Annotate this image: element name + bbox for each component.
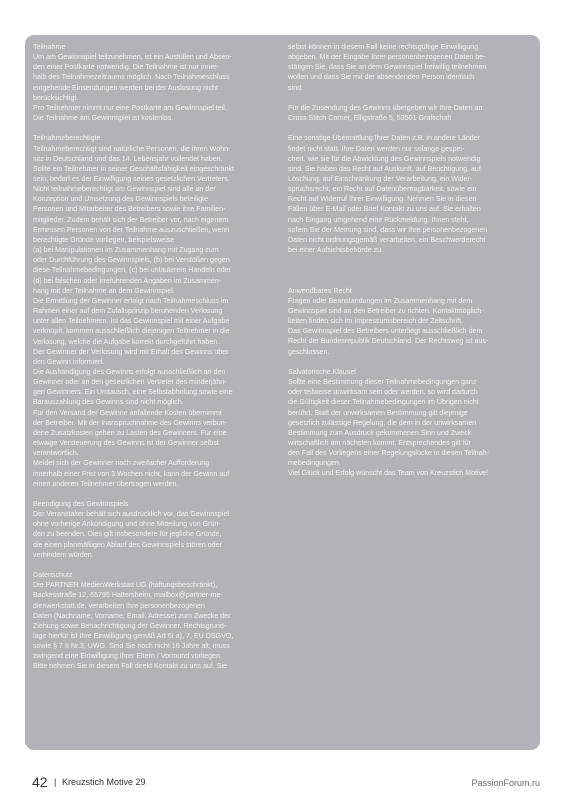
text-line: wirtschaftlich am nächsten kommt. Entsprechendes gilt für bbox=[288, 439, 471, 448]
text-line: findet nicht statt. Ihre Daten werden nur solange gespei- bbox=[288, 144, 465, 153]
text-line: Gewinnspiel sind an den Betreiber zu richten. Kontaktmöglich- bbox=[288, 307, 484, 315]
page-number: 42 bbox=[32, 774, 48, 790]
text-line: den Fall des Vorliegens einer Regelungslücke in diesen Teilnah- bbox=[288, 449, 489, 458]
text-line: etwaige Versteuerung des Gewinns ist der Gewinner selbst bbox=[33, 439, 219, 448]
text-line: Der Veranstalter behält sich ausdrücklich vor, das Gewinnspiel bbox=[33, 510, 229, 519]
text-line: den zu beenden. Dies gilt insbesondere für jegliche Gründe, bbox=[33, 530, 222, 539]
text-line: sitz in Deutschland und das 14. Lebensjahr vollendet haben. bbox=[33, 154, 223, 163]
text-block bbox=[288, 265, 535, 275]
text-line: Um am Gewinnspiel teilzunehmen, ist ein Ausfüllen und Absen- bbox=[33, 53, 232, 62]
text-line: Fällen über E-Mail oder Brief Kontakt zu uns auf. Sie erhalten bbox=[288, 205, 481, 214]
right-column bbox=[288, 42, 535, 489]
text-line: Für den Versand der Gewinne anfallende Kosten übernimmt bbox=[33, 408, 222, 417]
text-line: Konzeption und Umsetzung des Gewinnspiels beteiligte bbox=[33, 195, 209, 204]
text-line: innerhalb einer Frist von 3 Wochen nicht, kann der Gewinn auf bbox=[33, 469, 230, 478]
text-line: halb des Teilnahmezeitraums möglich. Nach Teilnahmeschluss bbox=[33, 73, 230, 82]
magazine-title: Kreuzstich Motive 29 bbox=[62, 777, 146, 787]
text-line: Bestimmung zum Ausdruck gekommenen Sinn und Zweck bbox=[288, 428, 472, 437]
block-first-line bbox=[288, 265, 535, 275]
text-line: chert, wie sie für die Abwicklung des Gewinnspiels notwendig bbox=[288, 154, 481, 163]
text-block bbox=[288, 286, 535, 357]
text-block bbox=[33, 42, 278, 123]
block-first-line: Eine sonstige Übermittlung Ihrer Daten z.B. in andere Länder bbox=[288, 134, 481, 143]
text-line: unter allen Teilnehmern. Ist das Gewinnspiel mit einer Aufgabe bbox=[33, 317, 230, 326]
text-line: abgeben. Mit der Eingabe Ihrer personenbezogenen Daten be- bbox=[288, 53, 486, 62]
text-line: Meldet sich der Gewinner nach zweifacher Aufforderung bbox=[33, 459, 210, 468]
text-line: zwingend eine Einwilligung Ihrer Eltern / Vormund vorliegen. bbox=[33, 652, 222, 661]
text-line: Fragen oder Beanstandungen im Zusammenhang mit dem bbox=[288, 296, 473, 305]
text-line: Löschung, auf Einschränkung der Verarbeitung, ein Wider- bbox=[288, 175, 473, 183]
text-line: hang mit der Teilnahme an dem Gewinnspiel. bbox=[33, 286, 175, 295]
text-line: Viel Glück und Erfolg wünscht das Team von Kreuzstich Motive! bbox=[288, 469, 489, 478]
block-first-line: Für die Zusendung des Gewinns übergeben wir Ihre Daten an: bbox=[288, 103, 485, 112]
text-line: sofern Sie der Meinung sind, dass wir Ihre personenbezogenen bbox=[288, 225, 488, 234]
text-line: Verlosung, welche die Aufgabe korrekt durchgeführt haben. bbox=[33, 337, 220, 346]
text-line: berücksichtigt. bbox=[33, 93, 79, 102]
text-block bbox=[33, 499, 278, 560]
text-line: (d) bei falschen oder irreführenden Angaben im Zusammen- bbox=[33, 276, 222, 285]
text-line: Die PARTNER MedienWerkstatt UG (haftungsbeschränkt), bbox=[33, 581, 218, 590]
text-line: lage hierfür ist Ihre Einwilligung gemäß Art 6I a), 7, EU DSGVO, bbox=[33, 632, 234, 641]
text-line: keiten finden sich im Impressumsbereich der Zeitschrift. bbox=[288, 317, 464, 326]
block-first-line: Teilnahme bbox=[33, 43, 66, 51]
text-line: verknüpft, kommen ausschließlich diejenigen Teilnehmer in die bbox=[33, 327, 230, 336]
block-first-line: Anwendbares Recht bbox=[288, 286, 352, 295]
text-line: stätigen Sie, dass Sie an dem Gewinnspiel freiwillig teilnehmen bbox=[288, 63, 487, 72]
text-line: der Betreiber. Mit der Inanspruchnahme des Gewinns verbun- bbox=[33, 418, 227, 427]
text-line: den einer Postkarte notwendig. Die Teilnahme ist nur inner- bbox=[33, 63, 219, 72]
text-line: Teilnahmeberechtigt sind natürliche Personen, die ihren Wohn- bbox=[33, 144, 231, 153]
text-line: mebedingungen. bbox=[288, 459, 341, 468]
text-line: sind. Sie haben das Recht auf Auskunft, auf Berichtigung, auf bbox=[288, 164, 481, 173]
text-line: eingehende Einsendungen werden bei der Auslosung nicht bbox=[33, 83, 218, 92]
block-first-line: Beendigung des Gewinnspiels bbox=[33, 500, 129, 508]
text-line: verantwortlich. bbox=[33, 449, 79, 458]
text-line: mitglieder. Zudem behält sich der Betreiber vor, nach eigenem bbox=[33, 215, 229, 224]
text-line: geschlossen. bbox=[288, 347, 330, 356]
text-line: Daten (Nachname, Vorname, Email, Adresse) zum Zwecke der bbox=[33, 611, 231, 620]
text-line: berührt. Statt der unwirksamen Bestimmung gilt diejenige bbox=[288, 408, 468, 417]
text-line: sowie § 7 II Nr.3, UWG. Sind Sie noch nicht 16 Jahre alt, muss bbox=[33, 642, 230, 651]
text-line: Sollte ein Teilnehmer in seiner Geschäftsfähigkeit eingeschränkt bbox=[33, 164, 234, 173]
text-line: bei einer Aufsichtsbehörde zu. bbox=[288, 246, 384, 255]
text-line: sein, bedarf es der Einwilligung seines gesetzlichen Vertreters. bbox=[33, 175, 230, 184]
text-line: die einen planmäßigen Ablauf des Gewinnspiels stören oder bbox=[33, 540, 222, 549]
text-line: Nicht teilnahmeberechtigt am Gewinnspiel sind alle an der bbox=[33, 185, 216, 194]
text-line: Die Teilnahme am Gewinnspiel ist kostenlos. bbox=[33, 114, 174, 123]
text-line: Die Aushändigung des Gewinns erfolgt ausschließlich an den bbox=[33, 367, 226, 376]
block-first-line: Salvatorische Klausel bbox=[288, 367, 356, 376]
text-line: Cross Stitch Corner, Elligstraße 5, 53501 Grafschaft bbox=[288, 114, 452, 123]
text-line: Ermessen Personen von der Teilnahme auszuschließen, wenn bbox=[33, 225, 230, 234]
text-line: spruchsrecht, ein Recht auf Datenübertragbarkeit, sowie ein bbox=[288, 185, 477, 194]
text-line: nach Eingang umgehend eine Rückmeldung. Ihnen steht, bbox=[288, 215, 469, 224]
text-line: die Gültigkeit dieser Teilnahmebedingungen im Übrigen nicht bbox=[288, 398, 479, 407]
text-line: diese Teilnahmebedingungen, (c) bei unlauterem Handeln oder bbox=[33, 266, 231, 275]
text-line: Ziehung sowie Benachrichtigung der Gewinner. Rechtsgrund- bbox=[33, 621, 227, 630]
terms-panel bbox=[25, 35, 540, 750]
text-line: Gewinner oder an den gesetzlichen Vertreter des minderjähri- bbox=[33, 378, 227, 387]
left-column bbox=[33, 42, 278, 682]
text-line: einen anderen Teilnehmer übertragen werden. bbox=[33, 479, 179, 488]
text-line: dene Zusatzkosten gehen zu Lasten des Gewinners. Für eine bbox=[33, 428, 227, 437]
text-line: Personen und Mitarbeiter des Betreibers sowie ihre Familien- bbox=[33, 205, 226, 214]
text-line: Die Ermittlung der Gewinner erfolgt nach Teilnahmeschluss im bbox=[33, 296, 229, 305]
text-line: Rahmen einer auf dem Zufallsprinzip beruhenden Verlosung bbox=[33, 307, 223, 316]
text-line: den Gewinn informiert. bbox=[33, 357, 105, 366]
block-first-line: selbst können in diesem Fall keine rechtsgültige Einwilligung bbox=[288, 43, 479, 51]
text-line: gen Gewinners. Ein Umtausch, eine Selbstabholung sowie eine bbox=[33, 388, 233, 397]
text-line: Sollte eine Bestimmung dieser Teilnahmebedingungen ganz bbox=[288, 378, 477, 387]
text-line: Recht der Bundesrepublik Deutschland. Der Rechtsweg ist aus- bbox=[288, 337, 489, 346]
text-line: gesetzlich zulässige Regelung, die dem in der unwirksamen bbox=[288, 418, 477, 427]
text-line: ohne vorherige Ankündigung und ohne Mitteilung von Grün- bbox=[33, 520, 221, 529]
text-block bbox=[288, 42, 535, 93]
footer-separator: | bbox=[54, 777, 57, 787]
block-first-line: Teilnahmeberechtigte bbox=[33, 134, 101, 143]
text-line: sind. bbox=[288, 83, 303, 92]
text-line: berechtigte Gründe vorliegen, beispielsweise bbox=[33, 235, 175, 244]
text-line: dienwerkstatt.de, verarbeiten Ihre personenbezogenen bbox=[33, 601, 205, 610]
text-line: Der Gewinner der Verlosung wird mit Erhalt des Gewinns über bbox=[33, 347, 229, 356]
text-line: Daten nicht ordnungsgemäß verarbeiten, ein Beschwerderecht bbox=[288, 235, 486, 244]
text-block bbox=[33, 570, 278, 672]
text-line: oder teilweise unwirksam sein oder werden, so wird dadurch bbox=[288, 388, 478, 397]
text-line: oder Durchführung des Gewinnspiels, (b) bei Verstößen gegen bbox=[33, 256, 230, 265]
text-line: Pro Teilnehmer nimmt nur eine Postkarte am Gewinnspiel teil. bbox=[33, 103, 227, 112]
text-line: Recht auf Widerruf Ihrer Einwilligung. Nehmen Sie in diesen bbox=[288, 195, 477, 204]
text-line: Backesstraße 12, 65795 Hattersheim, mailbox@partner-me- bbox=[33, 591, 223, 600]
text-line: (a) bei Manipulationen im Zusammenhang mit Zugang zum bbox=[33, 246, 219, 255]
page-footer bbox=[25, 773, 540, 795]
text-line: Das Gewinnspiel des Betreibers unterliegt ausschließlich dem bbox=[288, 327, 483, 336]
block-first-line: Datenschutz bbox=[33, 571, 73, 580]
text-line: verhindern würden. bbox=[33, 550, 94, 559]
text-block bbox=[288, 133, 535, 255]
watermark: PassionForum.ru bbox=[471, 778, 540, 788]
text-line: Barauszahlung des Gewinns sind nicht möglich. bbox=[33, 398, 184, 407]
text-line: wollen und dass Sie mit der absendenden Person identisch bbox=[288, 73, 475, 82]
text-line: Bitte nehmen Sie in diesem Fall direkt Kontakt zu uns auf. Sie bbox=[33, 662, 227, 671]
text-block bbox=[288, 367, 535, 479]
text-block bbox=[288, 103, 535, 123]
text-block bbox=[33, 133, 278, 488]
